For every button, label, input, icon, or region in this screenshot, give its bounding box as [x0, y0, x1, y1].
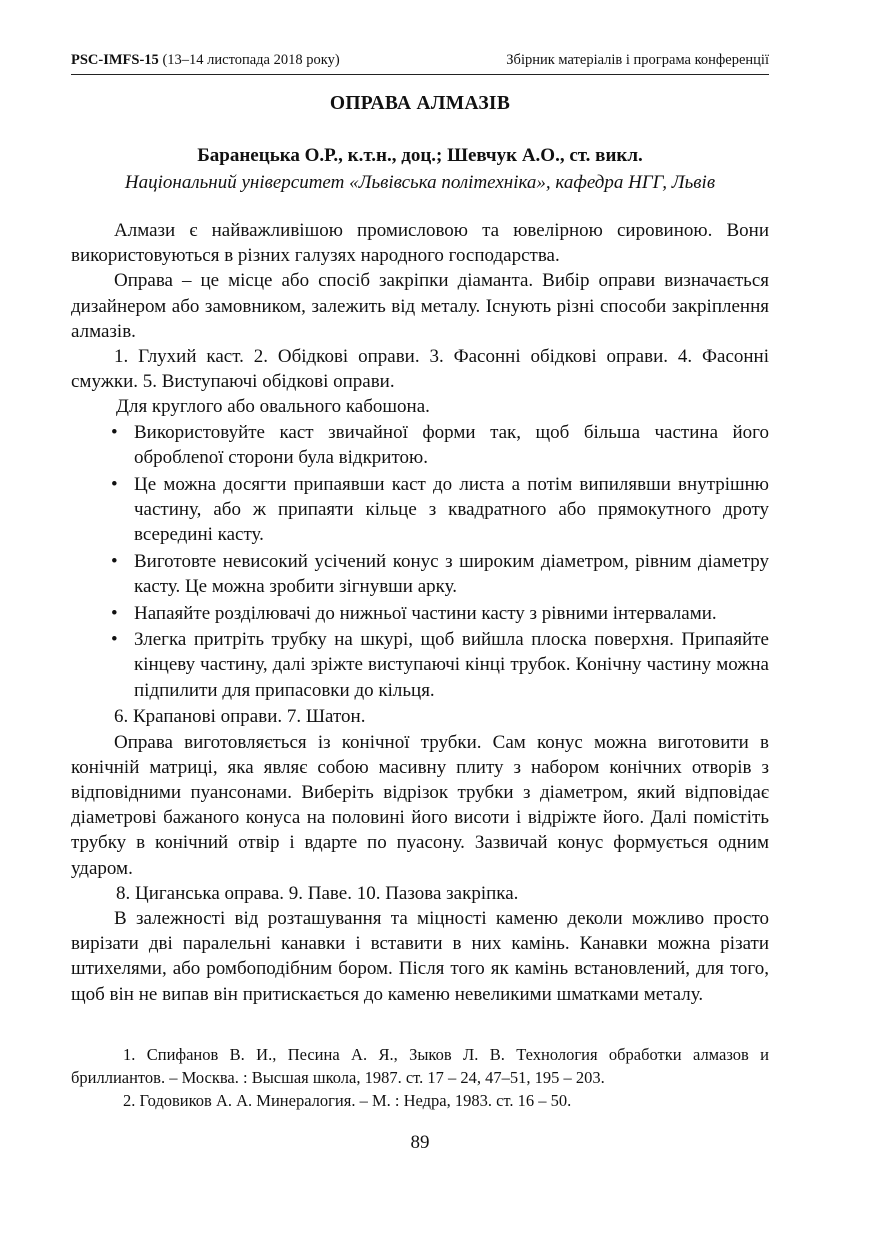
- running-header: [71, 52, 769, 75]
- paragraph: Оправа виготовляється із конічної трубки. Сам конус можна виготовити в конічній матриці, яка являє собою масивну плиту з набором конічних отворів з відповідними пуансонами. Виберіть відрізок трубки з діаметром, який відповідає діаметрові бажаного конуса на половині його висоти і відріжте його. Далі помістіть трубку в конічний отвір і вдарте по пуасону. Зазвичай конус формується одним ударом.: [71, 731, 769, 879]
- bullet-icon: •: [111, 550, 118, 572]
- paragraph: 8. Циганська оправа. 9. Паве. 10. Пазова закріпка.: [116, 882, 519, 904]
- list-item-text: Виготовте невисокий усічений конус з широким діаметром, рівним діаметру касту. Це можна зробити зігнувши арку.: [134, 550, 769, 597]
- paper-title: ОПРАВА АЛМАЗІВ: [329, 93, 511, 114]
- paragraph: 1. Глухий каст. 2. Обідкові оправи. 3. Фасонні обідкові оправи. 4. Фасонні смужки. 5. Виступаючі обідкові оправи.: [71, 346, 769, 393]
- list-item: [71, 627, 769, 703]
- list-item: [71, 549, 769, 599]
- list-item: [71, 472, 769, 548]
- references: [71, 1043, 769, 1112]
- paragraph: В залежності від розташування та міцності каменю деколи можливо просто вирізати дві паралельні канавки і вставити в них камінь. Канавки можна різати штихелями, або ромбоподібним бором. Після того як камінь встановлений, для того, щоб він не випав він притискається до каменю невеликими шматками металу.: [71, 907, 769, 1005]
- list-item-text: Це можна досягти припаявши каст до листа а потім випилявши внутрішню частину, або ж припаяти кільце з квадратного або прямокутного дроту всередині касту.: [134, 473, 769, 545]
- bullet-icon: •: [111, 473, 118, 495]
- header-conf-code: PSC-IMFS-15: [71, 52, 159, 68]
- paper-affiliation: Національний університет «Львівська політехніка», кафедра НГГ, Львів: [124, 172, 716, 193]
- paragraph: Оправа – це місце або спосіб закріпки діаманта. Вибір оправи визначається дизайнером або замовником, залежить від металу. Існують різні способи закріплення алмазів.: [71, 270, 769, 342]
- reference-item: 1. Спифанов В. И., Песина А. Я., Зыков Л. В. Технология обработки алмазов и бриллиантов. – Москва. : Высшая школа, 1987. ст. 17 – 24, 47–51, 195 – 203.: [71, 1045, 769, 1087]
- list-item-text: Використовуйте каст звичайної форми так, щоб більша частина його оброблеnої сторони була відкритою.: [134, 421, 769, 468]
- bullet-list: [71, 420, 769, 703]
- list-item: [71, 420, 769, 470]
- list-item-text: Напаяйте розділювачі до нижньої частини касту з рівними інтервалами.: [134, 602, 717, 624]
- reference-item: 2. Годовиков А. А. Минералогия. – М. : Недра, 1983. ст. 16 – 50.: [123, 1091, 572, 1110]
- list-item: [71, 601, 769, 626]
- list-item-text: Злегка притріть трубку на шкурі, щоб вийшла плоска поверхня. Припаяйте кінцеву частину, далі зріжте виступаючі кінці трубок. Конічну частину можна підпилити для припасовки до кільця.: [134, 629, 769, 701]
- paragraph: Алмази є найважливішою промисловою та ювелірною сировиною. Вони використовуються в різних галузях народного господарства.: [71, 220, 769, 267]
- paper-body: [71, 218, 769, 1007]
- paper-authors: Баранецька О.Р., к.т.н., доц.; Шевчук А.О., ст. викл.: [197, 145, 643, 166]
- header-collection-title: Збірник матеріалів і програма конференції: [506, 52, 769, 68]
- header-conference: [71, 52, 340, 69]
- paragraph: Для круглого або овального кабошона.: [116, 396, 430, 418]
- bullet-icon: •: [111, 421, 118, 443]
- header-conf-dates: (13–14 листопада 2018 року): [158, 52, 340, 68]
- page-number: 89: [410, 1132, 430, 1153]
- paragraph: 6. Крапанові оправи. 7. Шатон.: [114, 706, 366, 728]
- bullet-icon: •: [111, 629, 118, 651]
- bullet-icon: •: [111, 602, 118, 624]
